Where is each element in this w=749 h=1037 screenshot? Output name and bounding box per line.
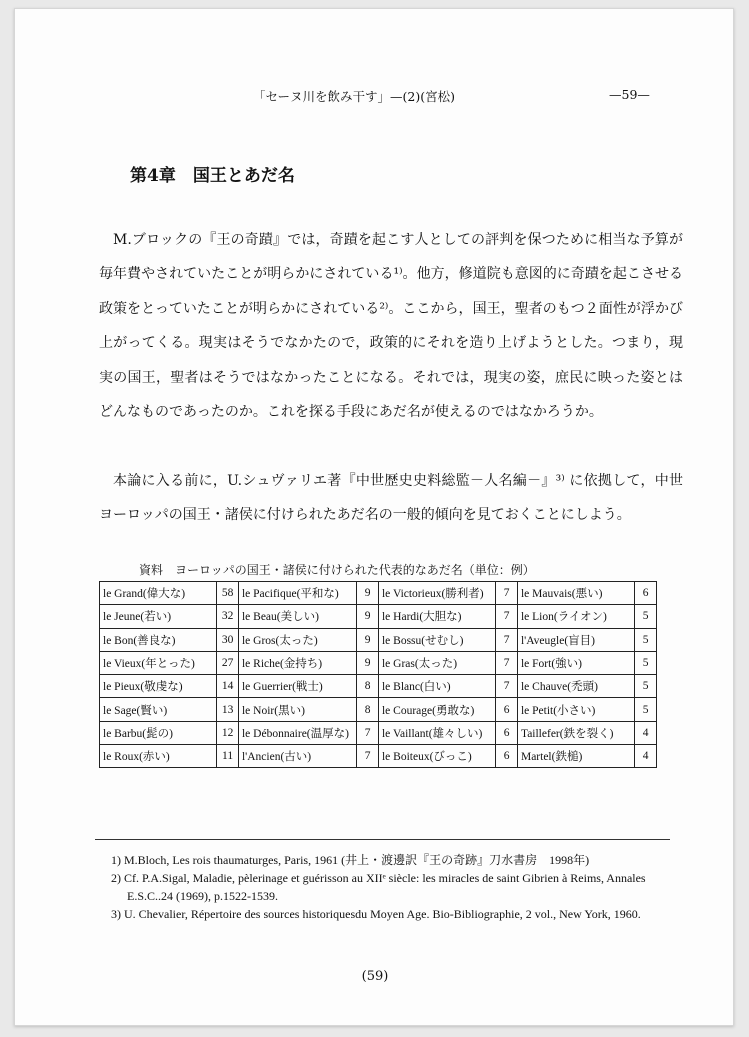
footnote-3: 3) U. Chevalier, Répertoire des sources historiquesdu Moyen Age. Bio-Bibliographie, 2 vol., New York, 1960. (111, 907, 641, 921)
table-cell-count: 5 (635, 675, 657, 698)
table-cell-name: le Pieux(敬虔な) (100, 675, 217, 698)
table-row (100, 605, 657, 628)
table-cell-name: le Hardi(大胆な) (378, 605, 495, 628)
table-cell-name: le Boiteux(びっこ) (378, 745, 495, 768)
table-cell-count: 12 (217, 721, 239, 744)
table-cell-name: l'Ancien(古い) (238, 745, 356, 768)
table-cell-count: 7 (496, 628, 518, 651)
footnote-1: 1) M.Bloch, Les rois thaumaturges, Paris, 1961 (井上・渡邊訳『王の奇跡』刀水書房 1998年) (111, 853, 590, 867)
table-cell-count: 7 (496, 651, 518, 674)
table-cell-count: 6 (496, 698, 518, 721)
table-cell-name: le Blanc(白い) (378, 675, 495, 698)
table-cell-count: 7 (496, 675, 518, 698)
table-row (100, 651, 657, 674)
table-cell-name: le Petit(小さい) (517, 698, 634, 721)
body-paragraph-2: 本論に入る前に，U.シュヴァリエ著『中世歴史史料総監－人名編－』³⁾ に依拠して，中世ヨーロッパの国王・諸侯に付けられたあだ名の一般的傾向を見ておくことにしよう。 (99, 473, 683, 524)
table-cell-count: 6 (635, 582, 657, 605)
table-cell-count: 9 (357, 582, 379, 605)
table-cell-name: le Roux(赤い) (100, 745, 217, 768)
table-cell-count: 8 (357, 675, 379, 698)
table-cell-name: le Fort(強い) (517, 651, 634, 674)
running-head (15, 87, 735, 107)
table-cell-name: le Sage(賢い) (100, 698, 217, 721)
table-cell-name: le Mauvais(悪い) (517, 582, 634, 605)
table-cell-name: l'Aveugle(盲目) (517, 628, 634, 651)
table-row (100, 628, 657, 651)
table-cell-name: le Barbu(髭の) (100, 721, 217, 744)
table-cell-count: 4 (635, 721, 657, 744)
table-row (100, 745, 657, 768)
table-cell-name: le Guerrier(戦士) (238, 675, 356, 698)
table-cell-name: le Beau(美しい) (238, 605, 356, 628)
footnote-divider (95, 839, 670, 840)
table-row (100, 675, 657, 698)
table-cell-count: 7 (496, 605, 518, 628)
running-head-title: 「セーヌ川を飲み干す」—(2)(宮松) (253, 89, 455, 104)
table-cell-count: 6 (496, 745, 518, 768)
table-cell-name: le Noir(黒い) (238, 698, 356, 721)
table-cell-count: 5 (635, 605, 657, 628)
table-cell-count: 58 (217, 582, 239, 605)
table-cell-name: le Vaillant(雄々しい) (378, 721, 495, 744)
table-cell-count: 30 (217, 628, 239, 651)
table-caption: 資料 ヨーロッパの国王・諸侯に付けられた代表的なあだ名（単位：例） (139, 563, 535, 577)
chapter-title: 第4章 国王とあだ名 (130, 166, 295, 186)
table-cell-count: 4 (635, 745, 657, 768)
table-cell-name: le Pacifique(平和な) (238, 582, 356, 605)
table-cell-count: 32 (217, 605, 239, 628)
table-cell-name: Martel(鉄槌) (517, 745, 634, 768)
table-cell-name: le Riche(金持ち) (238, 651, 356, 674)
table-cell-name: le Vieux(年とった) (100, 651, 217, 674)
table-cell-count: 5 (635, 651, 657, 674)
table-cell-count: 6 (496, 721, 518, 744)
table-cell-name: le Gros(太った) (238, 628, 356, 651)
table-cell-name: le Débonnaire(温厚な) (238, 721, 356, 744)
body-paragraph-1: M.ブロックの『王の奇蹟』では，奇蹟を起こす人としての評判を保つために相当な予算が毎年費やされていたことが明らかにされている¹⁾。他方，修道院も意図的に奇蹟を起こさせる政策をとっていたことが明らかにされている²⁾。ここから，国王，聖者のもつ２面性が浮かび上がってくる。現実はそうでなかたので，政策的にそれを造り上げようとした。つまり，現実の国王，聖者はそうではなかったことになる。それでは，現実の姿，庶民に映った姿とはどんなものであったのか。これを探る手段にあだ名が使えるのではなかろうか。 (99, 232, 683, 421)
table-cell-count: 13 (217, 698, 239, 721)
table-cell-name: le Victorieux(勝利者) (378, 582, 495, 605)
table-cell-count: 9 (357, 605, 379, 628)
table-cell-name: le Jeune(若い) (100, 605, 217, 628)
table-cell-name: le Chauve(禿頭) (517, 675, 634, 698)
footnotes (111, 851, 663, 923)
table-cell-count: 7 (496, 582, 518, 605)
table-cell-count: 9 (357, 628, 379, 651)
document-page (14, 8, 734, 1026)
table-cell-count: 7 (357, 745, 379, 768)
footnote-2: 2) Cf. P.A.Sigal, Maladie, pèlerinage et guérisson au XIIᵉ siècle: les miracles de saint Gibrien à Reims, Annales E.S.C..24 (1969), p.1522-1539. (111, 871, 646, 903)
table-cell-name: le Lion(ライオン) (517, 605, 634, 628)
table-cell-count: 9 (357, 651, 379, 674)
table-cell-count: 11 (217, 745, 239, 768)
table-cell-count: 27 (217, 651, 239, 674)
table-cell-name: le Grand(偉大な) (100, 582, 217, 605)
table-cell-name: le Gras(太った) (378, 651, 495, 674)
table-cell-count: 5 (635, 698, 657, 721)
table-cell-name: le Courage(勇敢な) (378, 698, 495, 721)
page-number: (59) (361, 969, 389, 984)
table-cell-name: le Bon(善良な) (100, 628, 217, 651)
table-cell-name: le Bossu(せむし) (378, 628, 495, 651)
table-cell-count: 5 (635, 628, 657, 651)
running-head-page: —59— (609, 87, 650, 102)
table-cell-count: 7 (357, 721, 379, 744)
table-row (100, 698, 657, 721)
table-cell-count: 14 (217, 675, 239, 698)
table-row (100, 582, 657, 605)
table-row (100, 721, 657, 744)
table-cell-name: Taillefer(鉄を裂く) (517, 721, 634, 744)
table-cell-count: 8 (357, 698, 379, 721)
nickname-table (99, 581, 657, 768)
